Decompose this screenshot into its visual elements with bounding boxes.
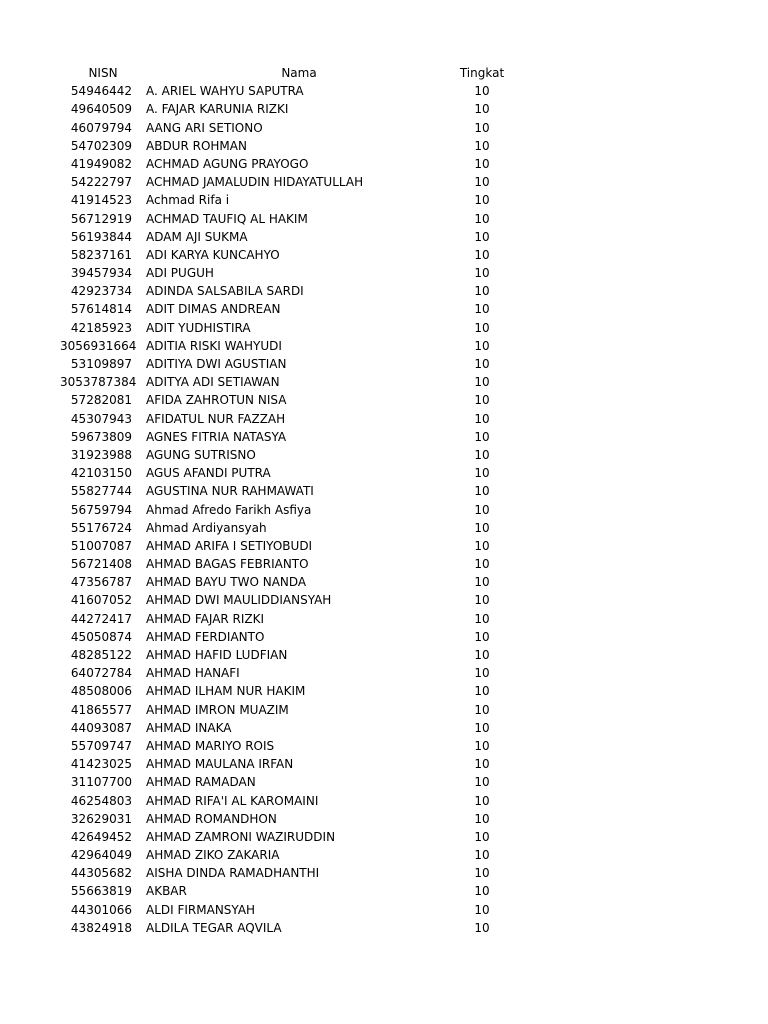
tingkat-cell: 10 [474,284,490,299]
tingkat-cell: 10 [474,648,490,662]
nama-cell: AHMAD HANAFI [146,666,240,681]
nisn-cell: 55709747 [70,738,132,753]
nama-cell: AHMAD ROMANDHON [146,811,277,826]
nama-cell: AHMAD INAKA [146,720,232,735]
nisn-cell: 57614814 [70,302,132,317]
nama-cell: AHMAD RAMADAN [146,775,256,790]
nama-cell: AHMAD ARIFA I SETIYOBUDI [146,538,313,553]
nisn-cell: 57282081 [70,393,132,408]
nama-cell: AFIDA ZAHROTUN NISA [146,393,287,408]
nama-cell: ADI KARYA KUNCAHYO [146,247,280,262]
nisn-cell: 41949082 [70,156,132,171]
tingkat-cell: 10 [474,429,490,444]
tingkat-cell: 10 [474,866,490,881]
table-body [0,82,768,937]
nisn-cell: 53109897 [70,357,132,371]
table-row [0,519,768,537]
nama-cell: ACHMAD TAUFIQ AL HAKIM [146,211,308,226]
nama-cell: ADITYA ADI SETIAWAN [146,375,280,390]
tingkat-cell: 10 [474,229,490,244]
tingkat-cell: 10 [474,775,490,790]
nisn-cell: 39457934 [70,266,132,281]
table-row [0,282,768,300]
tingkat-cell: 10 [474,120,490,135]
table-row [0,173,768,191]
nisn-cell: 41423025 [70,757,132,772]
nisn-cell: 42649452 [70,829,132,844]
tingkat-cell: 10 [474,811,490,826]
tingkat-cell: 10 [474,538,490,553]
nama-cell: ADIT DIMAS ANDREAN [146,302,281,317]
table-row [0,137,768,155]
tingkat-cell: 10 [474,266,490,281]
nama-cell: AHMAD MAULANA IRFAN [146,757,294,772]
nama-cell: AHMAD ILHAM NUR HAKIM [146,684,306,699]
table-row [0,646,768,664]
nisn-cell: 42964049 [70,848,132,863]
nisn-cell: 45307943 [70,411,132,426]
nama-cell: A. FAJAR KARUNIA RIZKI [146,102,289,117]
nisn-cell: 54946442 [70,84,132,99]
tingkat-cell: 10 [474,720,490,735]
table-row [0,737,768,755]
tingkat-cell: 10 [474,484,490,499]
tingkat-cell: 10 [474,738,490,753]
nisn-cell: 41865577 [70,702,132,717]
nisn-cell: 55827744 [70,484,132,499]
nama-cell: AHMAD FERDIANTO [146,629,265,644]
table-row [0,701,768,719]
nama-cell: AHMAD ZAMRONI WAZIRUDDIN [146,829,336,844]
table-row [0,828,768,846]
tingkat-cell: 10 [474,375,490,390]
nisn-cell: 59673809 [70,429,132,444]
table-row [0,210,768,228]
tingkat-cell: 10 [474,684,490,699]
nama-cell: AISHA DINDA RAMADHANTHI [146,866,320,881]
nisn-cell: 41914523 [70,193,132,208]
nama-cell: AHMAD ZIKO ZAKARIA [146,848,280,863]
nama-cell: ADINDA SALSABILA SARDI [146,284,304,299]
table-row [0,773,768,791]
table-row [0,246,768,264]
tingkat-cell: 10 [474,302,490,317]
table-row [0,573,768,591]
table-row [0,446,768,464]
table-row [0,810,768,828]
nama-cell: AHMAD RIFA'I AL KAROMAINI [146,793,319,808]
tingkat-cell: 10 [474,848,490,863]
table-row [0,319,768,337]
table-row [0,610,768,628]
tingkat-cell: 10 [474,884,490,899]
nisn-cell: 31107700 [70,775,132,790]
table-row [0,882,768,900]
nisn-cell: 56721408 [70,557,132,572]
table-row [0,300,768,318]
tingkat-cell: 10 [474,102,490,117]
table-row [0,428,768,446]
nama-cell: ADIT YUDHISTIRA [146,320,251,335]
tingkat-cell: 10 [474,338,490,353]
table-row [0,501,768,519]
nisn-cell: 51007087 [70,538,132,553]
nisn-cell: 44093087 [70,720,132,735]
tingkat-cell: 10 [474,920,490,935]
nisn-cell: 42103150 [70,466,132,481]
nisn-cell: 55663819 [70,884,132,899]
tingkat-cell: 10 [474,247,490,262]
nama-cell: Ahmad Ardiyansyah [146,520,267,535]
tingkat-cell: 10 [474,611,490,626]
nisn-cell: 48285122 [70,648,132,662]
nisn-cell: 48508006 [70,684,132,699]
nama-cell: ALDILA TEGAR AQVILA [146,920,282,935]
tingkat-cell: 10 [474,520,490,535]
table-row [0,682,768,700]
nisn-cell: 44305682 [70,866,132,881]
nama-cell: ACHMAD AGUNG PRAYOGO [146,156,309,171]
table-row [0,373,768,391]
table-row [0,264,768,282]
nisn-cell: 46079794 [70,120,132,135]
header-nama: Nama [281,66,317,80]
table-row [0,391,768,409]
table-row [0,755,768,773]
nisn-cell: 41607052 [70,593,132,608]
table-row [0,228,768,246]
tingkat-cell: 10 [474,393,490,408]
nisn-cell: 44301066 [70,902,132,917]
nisn-cell: 64072784 [70,666,132,681]
nama-cell: Achmad Rifa i [146,193,230,208]
nama-cell: AGUNG SUTRISNO [146,447,256,462]
nisn-cell: 42185923 [70,320,132,335]
nisn-cell: 44272417 [70,611,132,626]
nama-cell: AHMAD IMRON MUAZIM [146,702,289,717]
table-row [0,664,768,682]
nisn-cell: 31923988 [70,447,132,462]
table-row [0,846,768,864]
table-header [0,64,768,82]
student-table [0,64,768,937]
nama-cell: AGUSTINA NUR RAHMAWATI [146,484,314,499]
table-row [0,82,768,100]
nama-cell: AGNES FITRIA NATASYA [146,429,287,444]
tingkat-cell: 10 [474,320,490,335]
nama-cell: AKBAR [146,884,187,899]
tingkat-cell: 10 [474,466,490,481]
table-row [0,901,768,919]
tingkat-cell: 10 [474,629,490,644]
tingkat-cell: 10 [474,902,490,917]
nama-cell: ACHMAD JAMALUDIN HIDAYATULLAH [146,175,364,190]
nama-cell: AHMAD DWI MAULIDDIANSYAH [146,593,332,608]
nama-cell: AGUS AFANDI PUTRA [146,466,271,481]
nama-cell: AHMAD HAFID LUDFIAN [146,648,288,662]
nisn-cell: 56759794 [70,502,132,517]
table-row [0,355,768,373]
nisn-cell: 45050874 [70,629,132,644]
tingkat-cell: 10 [474,502,490,517]
table-row [0,719,768,737]
table-row [0,792,768,810]
nama-cell: AHMAD FAJAR RIZKI [146,611,265,626]
tingkat-cell: 10 [474,793,490,808]
tingkat-cell: 10 [474,211,490,226]
nisn-cell: 32629031 [70,811,132,826]
table-row [0,555,768,573]
tingkat-cell: 10 [474,357,490,371]
tingkat-cell: 10 [474,829,490,844]
nama-cell: AFIDATUL NUR FAZZAH [146,411,286,426]
nama-cell: A. ARIEL WAHYU SAPUTRA [146,84,304,99]
table-row [0,919,768,937]
nama-cell: ADI PUGUH [146,266,214,281]
table-row [0,628,768,646]
table-row [0,537,768,555]
table-row [0,591,768,609]
nisn-cell: 43824918 [70,920,132,935]
nama-cell: AANG ARI SETIONO [146,120,263,135]
nama-cell: AHMAD MARIYO ROIS [146,738,275,753]
table-row [0,864,768,882]
nama-cell: AHMAD BAGAS FEBRIANTO [146,557,309,572]
nama-cell: ALDI FIRMANSYAH [146,902,256,917]
table-row [0,100,768,118]
table-row [0,337,768,355]
tingkat-cell: 10 [474,193,490,208]
tingkat-cell: 10 [474,575,490,590]
nama-cell: AHMAD BAYU TWO NANDA [146,575,307,590]
tingkat-cell: 10 [474,447,490,462]
header-tingkat: Tingkat [459,66,505,80]
nisn-cell: 54702309 [70,138,132,153]
nisn-cell: 56712919 [70,211,132,226]
tingkat-cell: 10 [474,175,490,190]
nama-cell: ADITIYA DWI AGUSTIAN [146,357,287,371]
nisn-cell: 47356787 [70,575,132,590]
tingkat-cell: 10 [474,557,490,572]
nisn-cell: 42923734 [70,284,132,299]
table-row [0,482,768,500]
nama-cell: ABDUR ROHMAN [146,138,247,153]
header-nisn: NISN [88,66,118,80]
nisn-cell: 46254803 [70,793,132,808]
nisn-cell: 3053787384 [60,375,137,390]
tingkat-cell: 10 [474,593,490,608]
tingkat-cell: 10 [474,84,490,99]
nisn-cell: 58237161 [70,247,132,262]
table-row [0,155,768,173]
table-row [0,464,768,482]
nisn-cell: 49640509 [70,102,132,117]
tingkat-cell: 10 [474,138,490,153]
nisn-cell: 56193844 [70,229,132,244]
table-row [0,191,768,209]
nisn-cell: 55176724 [70,520,132,535]
tingkat-cell: 10 [474,757,490,772]
nama-cell: Ahmad Afredo Farikh Asfiya [146,502,312,517]
table-row [0,119,768,137]
nama-cell: ADAM AJI SUKMA [146,229,248,244]
nisn-cell: 54222797 [70,175,132,190]
nama-cell: ADITIA RISKI WAHYUDI [146,338,282,353]
tingkat-cell: 10 [474,702,490,717]
nisn-cell: 3056931664 [60,338,137,353]
tingkat-cell: 10 [474,411,490,426]
tingkat-cell: 10 [474,666,490,681]
tingkat-cell: 10 [474,156,490,171]
table-row [0,410,768,428]
